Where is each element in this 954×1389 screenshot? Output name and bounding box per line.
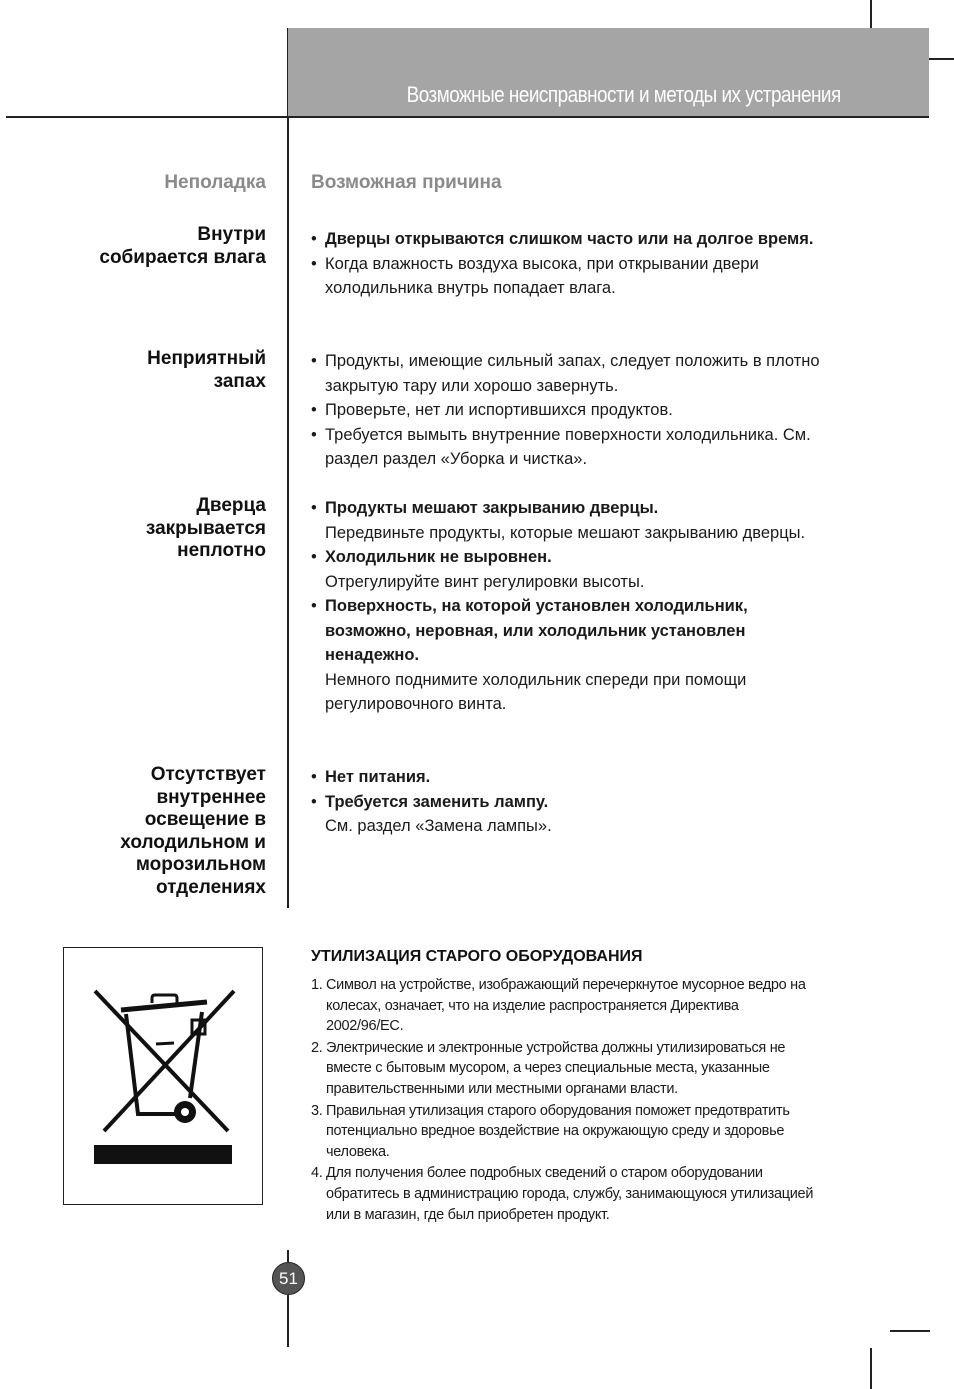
cause-item: • Продукты мешают закрыванию дверцы. Передвиньте продукты, которые мешают закрыванию дверцы.	[311, 499, 806, 542]
cause-list	[311, 496, 841, 717]
problem-label: Неприятный запах	[147, 348, 266, 392]
page-title: Возможные неисправности и методы их устранения	[406, 82, 841, 107]
cause-list	[311, 227, 841, 301]
cause-item: • Когда влажность воздуха высока, при открывании двери холодильника внутрь попадает влага.	[311, 254, 759, 297]
page-number-stem-bottom	[287, 1295, 289, 1347]
list-item: 1. Символ на устройстве, изображающий перечеркнутое мусорное ведро на колесах, означает, что на изделие распространяется Директива 2002/96/EC.	[311, 977, 806, 1035]
problem-column-heading: Неполадка	[164, 172, 266, 193]
cause-item: • Проверьте, нет ли испортившихся продуктов.	[311, 401, 673, 419]
cause-list	[311, 765, 841, 839]
cause-item: • Требуется заменить лампу. См. раздел «Замена лампы».	[311, 792, 552, 835]
list-item: 3. Правильная утилизация старого оборудования поможет предотвратить потенциально вредное воздействие на окружающую среду и здоровье человека.	[311, 1102, 790, 1160]
cause-item: • Требуется вымыть внутренние поверхности холодильника. См. раздел раздел «Уборка и чистка».	[311, 425, 811, 468]
list-item: 2. Электрические и электронные устройства должны утилизироваться не вместе с бытовым мусором, а через специальные места, указанные правительственными или местными органами власти.	[311, 1039, 786, 1097]
trim-mark-bottom-right	[870, 1348, 872, 1389]
problem-label: Внутри собирается влага	[99, 224, 266, 268]
trim-mark-right-bottom	[890, 1330, 930, 1332]
cause-item: • Нет питания.	[311, 768, 431, 786]
crossed-out-wheelie-bin-icon	[64, 948, 261, 1203]
page-number-stem-top	[287, 1250, 289, 1262]
trim-mark-top-right	[870, 0, 872, 28]
disposal-heading: УТИЛИЗАЦИЯ СТАРОГО ОБОРУДОВАНИЯ	[311, 948, 643, 965]
cause-column-heading: Возможная причина	[311, 172, 502, 193]
header-band	[288, 28, 929, 116]
cause-list	[311, 349, 841, 472]
page-number-badge: 51	[272, 1262, 305, 1295]
problem-label: Отсутствует внутреннее освещение в холодильном и морозильном отделениях	[120, 764, 266, 898]
cause-item: • Продукты, имеющие сильный запах, следует положить в плотно закрытую тару или хорошо завернуть.	[311, 352, 820, 395]
cause-item: • Поверхность, на которой установлен холодильник, возможно, неровная, или холодильник установлен ненадежно. Немного поднимите холодильник спереди при помощи регулировочного винта.	[311, 597, 748, 713]
column-divider	[287, 28, 289, 908]
cause-item: • Холодильник не выровнен. Отрегулируйте винт регулировки высоты.	[311, 548, 645, 591]
cause-item: • Дверцы открываются слишком часто или на долгое время.	[311, 230, 814, 248]
disposal-list	[311, 975, 816, 1226]
weee-symbol-frame	[63, 947, 263, 1205]
header-rule	[6, 116, 929, 118]
list-item: 4. Для получения более подробных сведений о старом оборудовании обратитесь в администрацию города, службу, занимающуюся утилизацией или в магазин, где был приобретен продукт.	[311, 1165, 814, 1223]
problem-label: Дверца закрывается неплотно	[145, 495, 266, 561]
